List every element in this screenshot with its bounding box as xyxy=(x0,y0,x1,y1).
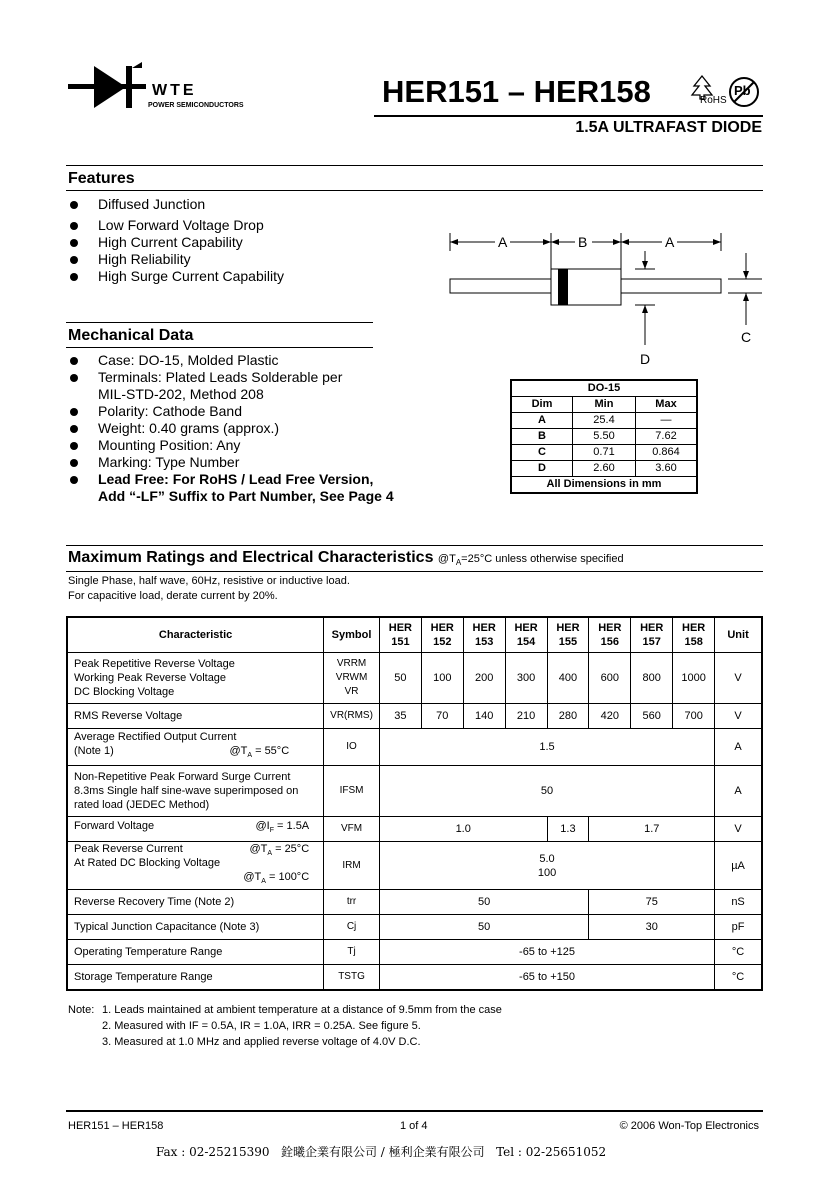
notes-section xyxy=(68,1002,502,1050)
dim-cell: C xyxy=(511,445,573,461)
condition-prefix: @T xyxy=(437,553,456,565)
note-item: 3. Measured at 1.0 MHz and applied reverse voltage of 4.0V D.C. xyxy=(102,1036,421,1048)
mechanical-bottom-rule xyxy=(66,347,373,348)
part-number: 154 xyxy=(516,636,536,648)
header-rule xyxy=(374,115,763,117)
symbol-cell: IFSM xyxy=(324,766,380,817)
symbol: VRWM xyxy=(335,672,368,683)
symbol-cell: IRM xyxy=(324,842,380,890)
table-row xyxy=(67,817,762,842)
value-cell: 200 xyxy=(463,653,505,704)
dim-cell: D xyxy=(511,461,573,477)
value-cell: 1.5 xyxy=(379,729,714,766)
value-cell: 50 xyxy=(379,653,421,704)
characteristic-cell: RMS Reverse Voltage xyxy=(67,704,324,729)
list-item: Lead Free: For RoHS / Lead Free Version, xyxy=(68,471,394,488)
header-part xyxy=(463,617,505,653)
dim-table-footer: All Dimensions in mm xyxy=(511,477,697,494)
rohs-badge xyxy=(690,74,726,108)
table-row xyxy=(511,413,697,429)
characteristic-cell xyxy=(67,653,324,704)
list-item-text: MIL-STD-202, Method 208 xyxy=(98,386,264,402)
table-row xyxy=(67,729,762,766)
footer-page-number: 1 of 4 xyxy=(400,1120,428,1132)
part-number: 153 xyxy=(474,636,494,648)
list-item: Polarity: Cathode Band xyxy=(68,403,394,420)
value-cell: 700 xyxy=(673,704,715,729)
footer-rule xyxy=(66,1110,763,1112)
cond-text: = 100°C xyxy=(265,871,310,883)
char-line: DC Blocking Voltage xyxy=(74,686,175,698)
characteristic-cell: Typical Junction Capacitance (Note 3) xyxy=(67,915,324,940)
cond-text: = 55°C xyxy=(252,745,290,758)
list-item: Diffused Junction xyxy=(68,196,284,213)
header-characteristic: Characteristic xyxy=(67,617,324,653)
header-part xyxy=(505,617,547,653)
brand-name: WTE xyxy=(152,82,197,99)
do15-outline-drawing xyxy=(440,225,770,370)
unit-cell: °C xyxy=(715,965,762,990)
characteristic-cell xyxy=(67,817,324,842)
list-item: Mounting Position: Any xyxy=(68,437,394,454)
list-item-continuation xyxy=(68,488,394,505)
part-number: 156 xyxy=(600,636,620,648)
characteristic-cell: Operating Temperature Range xyxy=(67,940,324,965)
footer-left: HER151 – HER158 xyxy=(68,1120,164,1132)
list-item: High Surge Current Capability xyxy=(68,268,284,285)
symbol-cell: VR(RMS) xyxy=(324,704,380,729)
char-line: At Rated DC Blocking Voltage xyxy=(74,857,221,869)
value-cell: 1000 xyxy=(673,653,715,704)
part-number: 155 xyxy=(558,636,578,648)
value-cell: 100 xyxy=(421,653,463,704)
unit-cell: °C xyxy=(715,940,762,965)
package-diagram xyxy=(440,225,770,370)
mechanical-list xyxy=(68,352,394,505)
note-row xyxy=(68,1034,502,1050)
unit-cell: µA xyxy=(715,842,762,890)
header-symbol: Symbol xyxy=(324,617,380,653)
note-row xyxy=(68,1018,502,1034)
dim-cell: A xyxy=(511,413,573,429)
char-line: Non-Repetitive Peak Forward Surge Current xyxy=(74,771,291,783)
char-condition xyxy=(249,842,317,861)
dim-label-d: D xyxy=(640,351,651,367)
characteristic-cell: Reverse Recovery Time (Note 2) xyxy=(67,890,324,915)
dim-cell: 7.62 xyxy=(636,429,698,445)
note-item: 2. Measured with IF = 0.5A, IR = 1.0A, IRR = 0.25A. See figure 5. xyxy=(102,1020,421,1032)
cond-sub: F xyxy=(269,827,274,835)
rohs-label: RoHS xyxy=(700,95,727,106)
char-condition xyxy=(255,819,317,838)
page-subtitle: 1.5A ULTRAFAST DIODE xyxy=(575,119,762,136)
footer-copyright: © 2006 Won-Top Electronics xyxy=(619,1120,759,1132)
list-item: Low Forward Voltage Drop xyxy=(68,217,284,234)
characteristic-cell: Storage Temperature Range xyxy=(67,965,324,990)
table-row xyxy=(67,940,762,965)
fax-line: Fax : 02-25215390 銓曦企業有限公司 / 極利企業有限公司 Tel : 02-25651052 xyxy=(156,1145,607,1159)
table-row xyxy=(67,890,762,915)
cond-text: = 1.5A xyxy=(273,820,310,833)
dim-label-b: B xyxy=(578,234,588,250)
value-cell: 50 xyxy=(379,915,588,940)
char-line: rated load (JEDEC Method) xyxy=(74,799,210,811)
unit-cell: A xyxy=(715,729,762,766)
value-cell: 560 xyxy=(631,704,673,729)
note-item: 1. Leads maintained at ambient temperature at a distance of 9.5mm from the case xyxy=(102,1004,502,1016)
list-item: High Reliability xyxy=(68,251,284,268)
dim-cell: 0.864 xyxy=(636,445,698,461)
symbol-cell xyxy=(324,653,380,704)
condition-suffix: =25°C unless otherwise specified xyxy=(461,553,624,565)
dim-header: Min xyxy=(573,397,636,413)
part-prefix: HER xyxy=(514,622,538,634)
symbol-cell: TSTG xyxy=(324,965,380,990)
cond-sub: A xyxy=(267,850,273,858)
characteristic-cell xyxy=(67,766,324,817)
cond-sub: A xyxy=(247,752,253,760)
char-line: (Note 1) xyxy=(74,745,114,758)
list-item-continuation xyxy=(68,386,394,403)
char-line: Peak Reverse Current xyxy=(74,843,183,855)
dim-label-a: A xyxy=(498,234,508,250)
part-prefix: HER xyxy=(472,622,496,634)
table-header-row xyxy=(67,617,762,653)
table-row xyxy=(511,461,697,477)
char-line: Average Rectified Output Current xyxy=(74,731,237,744)
dim-cell: 2.60 xyxy=(573,461,636,477)
header-part xyxy=(673,617,715,653)
table-row xyxy=(67,915,762,940)
value-cell: 50 xyxy=(379,890,588,915)
list-item: High Current Capability xyxy=(68,234,284,251)
part-number: 158 xyxy=(684,636,703,648)
page-title: HER151 – HER158 xyxy=(382,74,651,109)
condition-sub: A xyxy=(455,558,462,568)
lead-free-badge xyxy=(728,76,760,108)
unit-cell: V xyxy=(715,653,762,704)
ratings-condition xyxy=(437,553,624,568)
features-top-rule xyxy=(66,165,763,166)
dim-label-a: A xyxy=(665,234,675,250)
header-part xyxy=(631,617,673,653)
list-item: Terminals: Plated Leads Solderable per xyxy=(68,369,394,386)
ratings-intro-2: For capacitive load, derate current by 20%. xyxy=(68,590,278,602)
symbol-cell: Cj xyxy=(324,915,380,940)
table-row xyxy=(511,429,697,445)
value-cell: 800 xyxy=(631,653,673,704)
cond-text: @T xyxy=(243,871,262,883)
list-item: Marking: Type Number xyxy=(68,454,394,471)
unit-cell: V xyxy=(715,817,762,842)
ratings-bottom-rule xyxy=(66,571,763,572)
value-cell: 280 xyxy=(547,704,589,729)
unit-cell: pF xyxy=(715,915,762,940)
table-row xyxy=(67,842,762,890)
dim-cell: — xyxy=(636,413,698,429)
dimension-table xyxy=(510,379,698,494)
pb-label: Pb xyxy=(734,83,751,98)
value-cell: 1.7 xyxy=(589,817,715,842)
part-number: 152 xyxy=(433,636,452,648)
value-cell: 50 xyxy=(379,766,714,817)
characteristic-cell xyxy=(67,842,324,890)
table-row xyxy=(67,965,762,990)
part-prefix: HER xyxy=(640,622,664,634)
dim-table-title: DO-15 xyxy=(511,380,697,397)
part-prefix: HER xyxy=(388,622,412,634)
symbol-cell: Tj xyxy=(324,940,380,965)
characteristic-cell xyxy=(67,729,324,766)
symbol-cell: trr xyxy=(324,890,380,915)
header-unit: Unit xyxy=(715,617,762,653)
list-item: Weight: 0.40 grams (approx.) xyxy=(68,420,394,437)
dim-header: Max xyxy=(636,397,698,413)
list-item-text: Add “-LF” Suffix to Part Number, See Page 4 xyxy=(98,488,394,504)
unit-cell: A xyxy=(715,766,762,817)
char-line: 8.3ms Single half sine-wave superimposed on xyxy=(74,785,299,797)
unit-cell: V xyxy=(715,704,762,729)
dim-cell: 25.4 xyxy=(573,413,636,429)
char-condition xyxy=(229,744,317,763)
value-cell: 30 xyxy=(589,915,715,940)
brand-subtitle: POWER SEMICONDUCTORS xyxy=(148,102,244,109)
header-part xyxy=(421,617,463,653)
header-part xyxy=(589,617,631,653)
features-list xyxy=(68,196,284,285)
header-part xyxy=(547,617,589,653)
table-row xyxy=(511,445,697,461)
part-number: 157 xyxy=(642,636,661,648)
unit-cell: nS xyxy=(715,890,762,915)
mechanical-top-rule xyxy=(66,322,373,323)
value-cell: 140 xyxy=(463,704,505,729)
cond-sub: A xyxy=(261,878,266,886)
cond-text: @T xyxy=(249,843,268,855)
ratings-intro-1: Single Phase, half wave, 60Hz, resistive or inductive load. xyxy=(68,575,350,587)
value-cell: 35 xyxy=(379,704,421,729)
ratings-title: Maximum Ratings and Electrical Characteristics xyxy=(68,549,434,566)
part-prefix: HER xyxy=(682,622,706,634)
part-number: 151 xyxy=(391,636,410,648)
table-row xyxy=(67,653,762,704)
value-cell: -65 to +125 xyxy=(379,940,714,965)
ratings-table xyxy=(66,616,763,991)
cond-text: @I xyxy=(255,820,270,833)
ratings-heading xyxy=(68,549,624,567)
part-prefix: HER xyxy=(598,622,622,634)
value-cell: 400 xyxy=(547,653,589,704)
symbol: VRRM xyxy=(336,658,367,669)
features-title: Features xyxy=(68,170,135,187)
value-cell xyxy=(379,842,714,890)
value: 100 xyxy=(537,866,557,879)
char-condition xyxy=(243,870,317,889)
value-cell: 600 xyxy=(589,653,631,704)
value-cell: 1.3 xyxy=(547,817,589,842)
list-item: Case: DO-15, Molded Plastic xyxy=(68,352,394,369)
value-cell: 70 xyxy=(421,704,463,729)
notes-label: Note: xyxy=(68,1004,95,1016)
value-cell: 420 xyxy=(589,704,631,729)
dim-header: Dim xyxy=(511,397,573,413)
dim-cell: 5.50 xyxy=(573,429,636,445)
table-row xyxy=(67,766,762,817)
value-cell: 75 xyxy=(589,890,715,915)
symbol-cell: IO xyxy=(324,729,380,766)
value-cell: 1.0 xyxy=(379,817,547,842)
cond-text: @T xyxy=(229,745,248,758)
char-line: Working Peak Reverse Voltage xyxy=(74,672,227,684)
mechanical-title: Mechanical Data xyxy=(68,327,194,344)
table-row xyxy=(67,704,762,729)
symbol: VR xyxy=(344,686,359,697)
dim-cell: 0.71 xyxy=(573,445,636,461)
ratings-top-rule xyxy=(66,545,763,546)
dim-label-c: C xyxy=(741,329,752,345)
header-part xyxy=(379,617,421,653)
value: 5.0 xyxy=(539,852,555,865)
char-line: Forward Voltage xyxy=(74,820,155,833)
features-bottom-rule xyxy=(66,190,763,191)
part-prefix: HER xyxy=(556,622,580,634)
part-prefix: HER xyxy=(430,622,454,634)
value-cell: 300 xyxy=(505,653,547,704)
value-cell: -65 to +150 xyxy=(379,965,714,990)
value-cell: 210 xyxy=(505,704,547,729)
cond-text: = 25°C xyxy=(272,843,310,855)
char-line: Peak Repetitive Reverse Voltage xyxy=(74,658,235,670)
dim-cell: 3.60 xyxy=(636,461,698,477)
symbol-cell: VFM xyxy=(324,817,380,842)
dim-cell: B xyxy=(511,429,573,445)
